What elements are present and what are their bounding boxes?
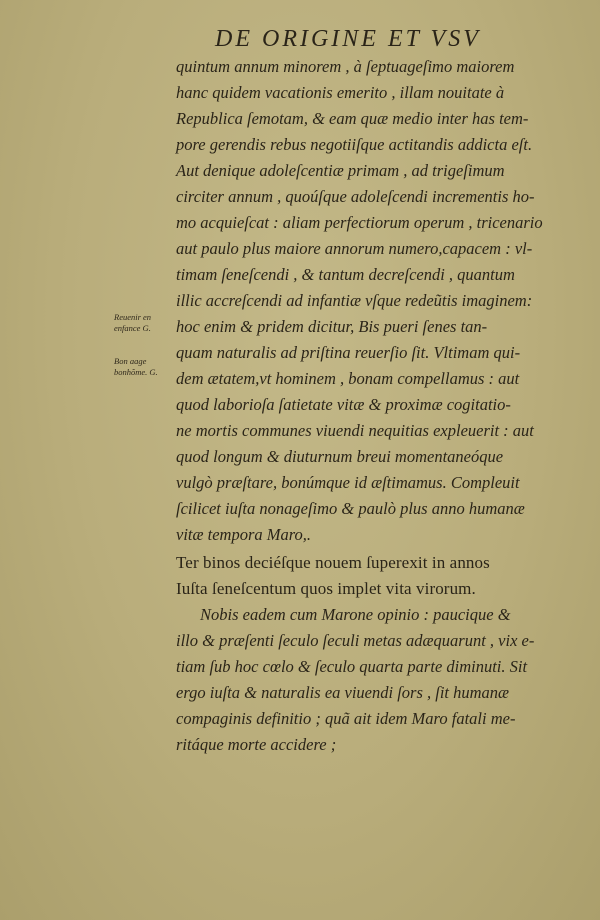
text-line: mo acquieſcat : aliam perfectiorum operum , tricenario — [176, 213, 543, 232]
text-line: pore gerendis rebus negotiiſque actitandis addicta eſt. — [176, 135, 533, 154]
text-line: quod longum & diuturnum breui momentaneóque — [176, 447, 504, 466]
text-line: compaginis definitio ; quã ait idem Maro fatali me- — [176, 709, 516, 728]
text-line: Nobis eadem cum Marone opinio : paucique & — [200, 605, 511, 624]
text-line: circiter annum , quoúſque adoleſcendi incrementis ho- — [176, 187, 535, 206]
text-line: dem ætatem,vt hominem , bonam compellamus : aut — [176, 369, 520, 388]
margin-note: Bon aage bonhõme. G. — [114, 356, 158, 377]
margin-note: Reuenir en enfance G. — [114, 312, 152, 333]
text-line: aut paulo plus maiore annorum numero,capacem : vl- — [176, 239, 533, 258]
text-line: quod laborioſa ſatietate vitæ & proximæ cogitatio- — [176, 395, 511, 414]
text-line: quam naturalis ad priſtina reuerſio ſit. Vltimam qui- — [176, 343, 521, 362]
text-line: ne mortis communes viuendi nequitias expleuerit : aut — [176, 421, 534, 440]
text-line: vulgò præſtare, bonúmque id æſtimamus. Compleuit — [176, 473, 520, 492]
text-line: timam ſeneſcendi , & tantum decreſcendi , quantum — [176, 265, 515, 284]
text-line: illo & præſenti ſeculo ſeculi metas adæquarunt , vix e- — [176, 631, 535, 650]
text-line: Republica ſemotam, & eam quæ medio inter has tem- — [176, 109, 529, 128]
text-line: ritáque morte accidere ; — [176, 735, 337, 754]
running-head: DE ORIGINE ET VSV — [215, 26, 481, 52]
text-line: ſcilicet iuſta nonageſimo & paulò plus anno humanæ — [176, 499, 525, 518]
text-line: hoc enim & pridem dicitur, Bis pueri ſenes tan- — [176, 317, 488, 336]
text-line: vitæ tempora Maro,. — [176, 525, 312, 544]
text-line: illic accreſcendi ad infantiæ vſque redeũtis imaginem: — [176, 291, 533, 310]
text-line: hanc quidem vacationis emerito , illam nouitate à — [176, 83, 505, 102]
text-line: tiam ſub hoc cœlo & ſeculo quarta parte diminuti. Sit — [176, 657, 528, 676]
verse-line: Iuſta ſeneſcentum quos implet vita virorum. — [176, 579, 476, 598]
text-line: Aut denique adoleſcentiæ primam , ad trigeſimum — [176, 161, 505, 180]
text-line: ergo iuſta & naturalis ea viuendi ſors , ſit humanæ — [176, 683, 510, 702]
verse-line: Ter binos deciéſque nouem ſuperexit in annos — [176, 553, 490, 572]
text-line: quintum annum minorem , à ſeptuageſimo maiorem — [176, 57, 515, 76]
